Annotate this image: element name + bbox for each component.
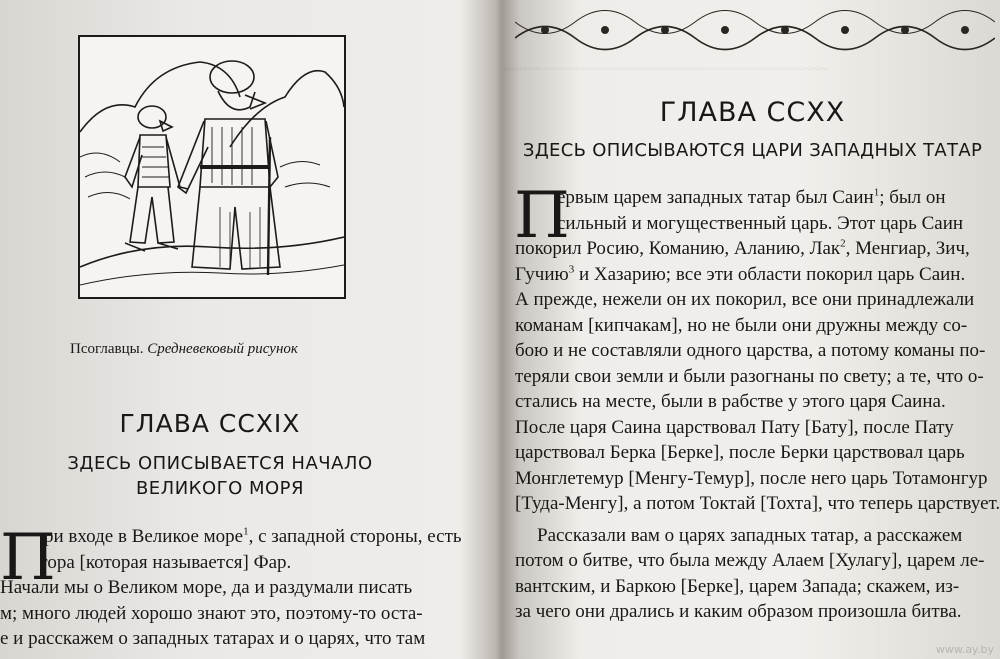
text-line-part: Гучию [515,263,569,285]
text-line-part: и Хазарию; все эти области покорил царь Саин. [574,263,966,285]
text-line: царствовал Берка [Берке], после Берки царствовал царь [515,442,965,463]
text-line: Рассказали вам о царях западных татар, а расскажем [537,524,963,546]
text-line-part: покорил Росию, Команию, Аланию, Лак [515,238,841,259]
text-line: сильный и могущественный царь. Этот царь Саин [557,212,964,234]
text-line: теряли свои земли и были разогнаны по свету; а те, что о- [515,365,984,387]
footnote-marker: 2 [840,237,846,250]
text-line: После царя Саина царствовал Пату [Бату], после Пату [515,416,954,438]
text-line: [Туда-Менгу], а потом Токтай [Тохта], что теперь царствует. [515,493,1000,514]
right-body-text [514,179,1000,625]
text-line [0,524,462,550]
bleed-through-text: ~~~~~~~~~~~~~~~~~~~~~~~~~~~~~~~~~~~~~~~~ [503,62,828,78]
text-line: Начали мы о Великом море, да и раздумали писать [0,577,413,598]
left-page [0,0,495,659]
right-page [505,0,1000,659]
illustration-caption [70,341,370,358]
text-line: е и расскажем о западных татарах и о царях, что там [0,628,426,649]
text-line: потом о битве, что была между Алаем [Хулагу], царем ле- [515,550,985,571]
caption-plain: Псоглавцы. [70,341,144,357]
text-line-part: , Менгиар, Зич, [845,238,970,259]
text-line: бою и не составляли одного царства, а потому команы по- [515,340,986,361]
text-line-part: ервым царем западных татар был Саин [557,187,874,208]
illustration [78,35,346,299]
text-line [515,185,990,211]
text-line: А прежде, нежели он их покорил, все они принадлежали [515,289,975,310]
text-line: гора [которая называется] Фар. [40,551,292,573]
chapter-subheading-right: ЗДЕСЬ ОПИСЫВАЮТСЯ ЦАРИ ЗАПАДНЫХ ТАТАР [522,140,983,161]
dog-headed-men-drawing [80,37,344,297]
text-line-part: ; был он [879,187,946,208]
chapter-heading-right: ГЛАВА CCXX [659,97,846,128]
footnote-marker: 1 [873,186,880,199]
text-line-part: ри входе в Великое море [44,526,244,547]
chapter-subheading-left-line1: ЗДЕСЬ ОПИСЫВАЕТСЯ НАЧАЛО [67,453,373,474]
chapter-heading-left: ГЛАВА CCXIX [119,409,301,438]
drop-cap-right: П [514,179,570,253]
watermark: www.ay.by [935,643,994,656]
chapter-subheading-left-line2: ВЕЛИКОГО МОРЯ [135,478,305,499]
footnote-marker: 3 [568,263,575,276]
text-line [515,262,990,288]
footnote-marker: 1 [243,525,249,538]
drop-cap-left: П [0,521,56,595]
text-line: за чего они дрались и каким образом произошла битва. [515,601,962,622]
text-line [515,236,990,262]
text-line: м; много людей хорошо знают это, поэтому-то оста- [0,602,423,624]
text-line: вантским, и Баркою [Берке], царем Запада; скажем, из- [515,575,960,597]
left-body-text [0,521,462,652]
text-line: Монглетемур [Менгу-Темур], после него царь Тотамонгур [515,467,988,489]
text-line-part: , с западной стороны, есть [248,526,462,547]
text-line: команам [кипчакам], но не были они дружны между со- [515,314,968,336]
text-line: стались на месте, были в рабстве у этого царя Саина. [515,391,946,412]
caption-italic: Средневековый рисунок [147,341,298,357]
